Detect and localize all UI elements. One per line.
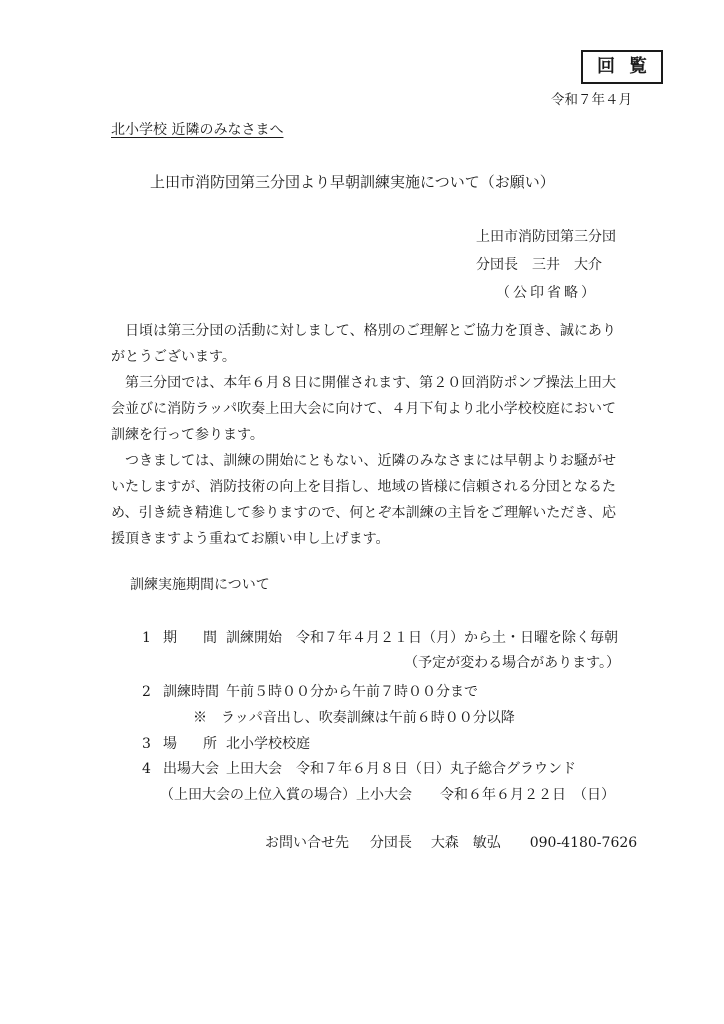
body-paragraph: つきましては、訓練の開始にともない、近隣のみなさまには早朝よりお騒がせいたしますが、消防技術の向上を目指し、地域の皆様に信頼される分団となるため、引き続き精進して参りますので、何とぞ本訓練の主旨をご理解いただき、応援頂きますよう重ねてお願い申し上げます。 xyxy=(111,453,616,547)
contact-phone: 090-4180-7626 xyxy=(529,835,638,851)
contact-line xyxy=(265,836,637,850)
body-text xyxy=(111,318,616,552)
contact-role: 分団長 xyxy=(369,835,412,851)
schedule-item-note: （予定が変わる場合があります。） xyxy=(404,655,620,671)
schedule-item-number: 1 xyxy=(142,630,151,646)
schedule-item-label: 出場大会 xyxy=(163,761,219,777)
contact-label: お問い合せ先 xyxy=(265,835,349,851)
sender-head: 分団長 三井 大介 xyxy=(476,257,602,273)
schedule-item-label: 訓練時間 xyxy=(163,684,219,700)
schedule-heading: 訓練実施期間について xyxy=(130,577,270,593)
recipient-line: 北小学校 近隣のみなさまへ xyxy=(111,122,284,138)
schedule-item-text: 訓練開始 令和７年４月２１日（月）から土・日曜を除く毎朝 xyxy=(226,630,618,646)
schedule-item-number: 2 xyxy=(142,684,151,700)
schedule-item-label: 場 所 xyxy=(163,736,223,752)
schedule-item-text: 上田大会 令和７年６月８日（日）丸子総合グラウンド xyxy=(226,761,576,777)
schedule-item-number: 3 xyxy=(142,736,151,752)
body-paragraph: 第三分団では、本年６月８日に開催されます、第２０回消防ポンプ操法上田大会並びに消防ラッパ吹奏上田大会に向けて、４月下旬より北小学校校庭において訓練を行って参ります。 xyxy=(111,375,616,443)
document-title: 上田市消防団第三分団より早朝訓練実施について（お願い） xyxy=(150,173,555,191)
issue-date: 令和７年４月 xyxy=(551,92,632,108)
schedule-item-text: 北小学校校庭 xyxy=(226,736,310,752)
circulation-stamp: 回覧 xyxy=(581,50,663,84)
schedule-item-number: 4 xyxy=(142,761,151,777)
schedule-item-note: （上田大会の上位入賞の場合）上小大会 令和６年６月２２日 （日） xyxy=(160,787,615,803)
contact-name: 大森 敏弘 xyxy=(430,835,501,851)
sender-organization: 上田市消防団第三分団 xyxy=(476,229,616,245)
schedule-item-note: ※ ラッパ音出し、吹奏訓練は午前６時００分以降 xyxy=(193,710,515,726)
body-paragraph: 日頃は第三分団の活動に対しまして、格別のご理解とご協力を頂き、誠にありがとうございます。 xyxy=(111,323,616,365)
seal-omitted: （公印省略） xyxy=(496,285,598,301)
sender-block xyxy=(476,223,616,307)
schedule-item-label: 期 間 xyxy=(163,630,223,646)
schedule-item-text: 午前５時００分から午前７時００分まで xyxy=(226,684,478,700)
